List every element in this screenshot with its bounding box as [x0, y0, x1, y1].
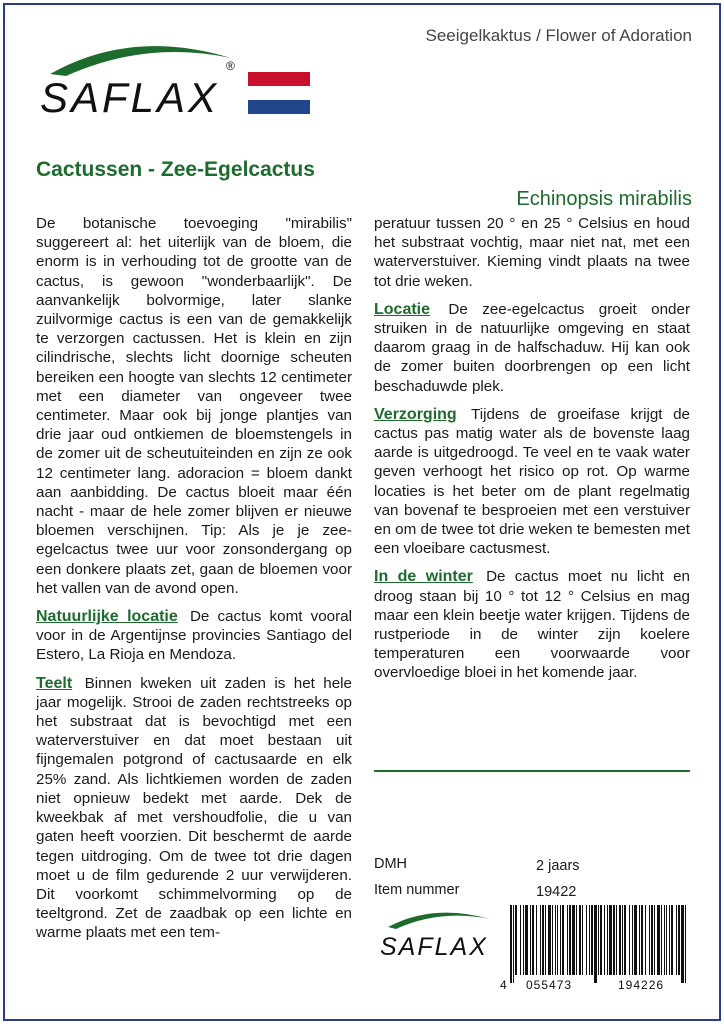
- flag-stripe-red: [248, 72, 310, 86]
- header-subtitle: Seeigelkaktus / Flower of Adoration: [425, 26, 692, 45]
- flag-stripe-blue: [248, 100, 310, 114]
- locatie-heading: Locatie: [374, 300, 431, 318]
- logo-wordmark: SAFLAX: [40, 74, 220, 121]
- saflax-logo: [36, 36, 246, 126]
- barcode-bar: [661, 905, 662, 975]
- barcode-bar: [609, 905, 612, 975]
- barcode-bar: [552, 905, 553, 975]
- left-column: [36, 214, 352, 952]
- barcode-bar: [569, 905, 571, 975]
- barcode-bar: [649, 905, 650, 975]
- barcode-bar: [619, 905, 621, 975]
- verzorging-section: [374, 405, 690, 559]
- locatie-section: [374, 300, 690, 396]
- section-divider: [374, 770, 690, 772]
- natural-location-text: De cactus komt vooral voor in de Argentijnse provincies Santiago del Estero, La Rioja en Mendoza.: [36, 608, 352, 664]
- barcode-bar: [548, 905, 551, 975]
- winter-heading: In de winter: [374, 568, 473, 586]
- barcode-bar: [604, 905, 605, 975]
- barcode-bar: [591, 905, 593, 975]
- verzorging-heading: Verzorging: [374, 405, 457, 423]
- barcode-bar: [645, 905, 646, 975]
- barcode-bar: [579, 905, 581, 975]
- barcode-bar: [586, 905, 587, 975]
- barcode-bar: [513, 905, 514, 983]
- registered-mark: ®: [226, 59, 235, 73]
- barcode-bar: [567, 905, 568, 975]
- intro-paragraph: De botanische toevoeging "mirabilis" suggereert al: het uiterlijk van de bloem, die enorm is in verhouding tot de grootte van de cactus, is gewoon "wonderbaarlijk". De aanvankelijk bolvormige, later slanke zuilvormige cactus is een van de gemakkelijk te verzorgen cactussen. Het is klein en zijn cilindrische, slechts licht doornige scheuten bereiken een hoogte van slechts 12 centimeter met een diameter van ongeveer twee centimeter. Maar ook bij jonge plantjes van drie jaar oud ontkiemen de bloemstengels in de zomer uit de scheutuiteinden en zijn ze ook 12 centimeter lang. adoracion = bloem dankt aan aanbidding. De cactus bloeit maar één nacht - maar de hele zomer blijven er nieuwe bloemen verschijnen. Tip: Als je je zee-egelcactus twee uur voor zonsondergang op een donkere plaats zet, gaan de bloemen voor het vallen van de avond open.: [36, 215, 352, 597]
- barcode-bar: [600, 905, 602, 975]
- teelt-section: [36, 674, 352, 943]
- natural-location-heading: Natuurlijke locatie: [36, 608, 178, 626]
- dmh-value: 2 jaars: [536, 858, 580, 874]
- barcode-bar: [523, 905, 524, 975]
- barcode-bar: [545, 905, 546, 975]
- barcode-bar: [515, 905, 517, 975]
- barcode-bar: [562, 905, 564, 975]
- barcode-bar: [525, 905, 528, 975]
- barcode-bar: [671, 905, 673, 975]
- dmh-label: DMH: [374, 856, 408, 872]
- barcode-bars: [510, 905, 686, 983]
- saflax-logo-small: [378, 905, 498, 965]
- barcode-bar: [676, 905, 677, 975]
- latin-name: Echinopsis mirabilis: [516, 188, 692, 210]
- barcode-bar: [669, 905, 670, 975]
- logo-small-swoosh: [388, 913, 490, 929]
- natural-location-section: [36, 607, 352, 665]
- barcode-bar: [520, 905, 521, 975]
- barcode-bar: [576, 905, 577, 975]
- locatie-text: De zee-egelcactus groeit onder struiken in de natuurlijke omgeving en staat daarom graag in de halfschaduw. Hij kan ook de zomer buiten doorbrengen op een licht beschaduwde plek.: [374, 300, 690, 395]
- barcode-bar: [657, 905, 660, 975]
- barcode-bar: [530, 905, 531, 975]
- barcode-bar: [607, 905, 608, 975]
- item-number-label: Item nummer: [374, 882, 460, 898]
- barcode-group-left: 055473: [526, 978, 573, 992]
- winter-section: [374, 567, 690, 682]
- barcode-bar: [685, 905, 686, 983]
- barcode-group-right: 194226: [618, 978, 665, 992]
- verzorging-text: Tijdens de groeifase krijgt de cactus pas matig water als de bovenste laag aarde is uitgedroogd. Te veel en te vaak water geven verhoogt het risico op rot. Op warme locaties is het beter om de plant regelmatig van bovenaf te besproeien met een verstuiver en om de twee tot drie weken te bemesten met een vloeibare cactusmest.: [374, 405, 690, 558]
- barcode-bar: [678, 905, 680, 975]
- teelt-text: Binnen kweken uit zaden is het hele jaar mogelijk. Strooi de zaden rechtstreeks op het substraat dat is bevochtigd met een waterverstuiver en dat moet bestaan uit fijngemalen potgrond of cactusaarde en elk 25% zand. Als lichtkiemen worden de zaden niet opnieuw bedekt met aarde. Dek de kweekbak af met vershoudfolie, die u van gaten heeft voorzien. Dit beschermt de aarde tegen uitdroging. Om de twee tot drie dagen moet u de film gedurende 2 uur verwijderen. Dit voorkomt schimmelvorming op de teeltgrond. Zet de zaadbak op een lichte en warme plaats met een tem-: [36, 674, 352, 942]
- barcode-bar: [681, 905, 684, 983]
- barcode-bar: [622, 905, 623, 975]
- barcode-bar: [560, 905, 561, 975]
- barcode-bar: [651, 905, 653, 975]
- page-title: Cactussen - Zee-Egelcactus: [36, 158, 315, 181]
- barcode-bar: [629, 905, 630, 975]
- barcode-bar: [654, 905, 655, 975]
- barcode-bar: [624, 905, 626, 975]
- barcode-bar: [542, 905, 544, 975]
- barcode-bar: [641, 905, 643, 975]
- barcode-bar: [594, 905, 597, 983]
- barcode-bar: [540, 905, 541, 975]
- teelt-continued-paragraph: peratuur tussen 20 ° en 25 ° Celsius en houd het substraat vochtig, maar niet nat, met een waterverstuiver. Kieming vindt plaats na twee tot drie weken.: [374, 215, 690, 290]
- barcode-bar: [582, 905, 583, 975]
- barcode-bar: [555, 905, 556, 975]
- barcode-bar: [634, 905, 637, 975]
- barcode-bar: [632, 905, 633, 975]
- logo-swoosh: [50, 46, 231, 76]
- right-column: [374, 214, 690, 692]
- barcode-bar: [572, 905, 575, 975]
- winter-text: De cactus moet nu licht en droog staan bij 10 ° tot 12 ° Celsius en mag maar een klein beetje water krijgen. Tijdens de rustperiode in de winter zijn koelere temperaturen een voorwaarde voor overvloedige bloei in het komende jaar.: [374, 568, 690, 682]
- barcode-bar: [589, 905, 590, 975]
- barcode-bar: [639, 905, 640, 975]
- barcode-bar: [532, 905, 534, 975]
- barcode-bar: [557, 905, 558, 975]
- barcode-bar: [616, 905, 617, 975]
- barcode-digit-first: 4: [500, 978, 507, 992]
- barcode-bar: [613, 905, 615, 975]
- barcode-bar: [536, 905, 537, 975]
- dutch-flag-icon: [248, 72, 310, 114]
- logo-small-wordmark: SAFLAX: [380, 933, 488, 961]
- item-number-value: 19422: [536, 884, 577, 900]
- barcode-bar: [666, 905, 667, 975]
- barcode: [500, 905, 690, 993]
- barcode-bar: [598, 905, 599, 975]
- barcode-bar: [510, 905, 512, 983]
- teelt-heading: Teelt: [36, 674, 73, 692]
- barcode-bar: [664, 905, 665, 975]
- flag-stripe-white: [248, 86, 310, 100]
